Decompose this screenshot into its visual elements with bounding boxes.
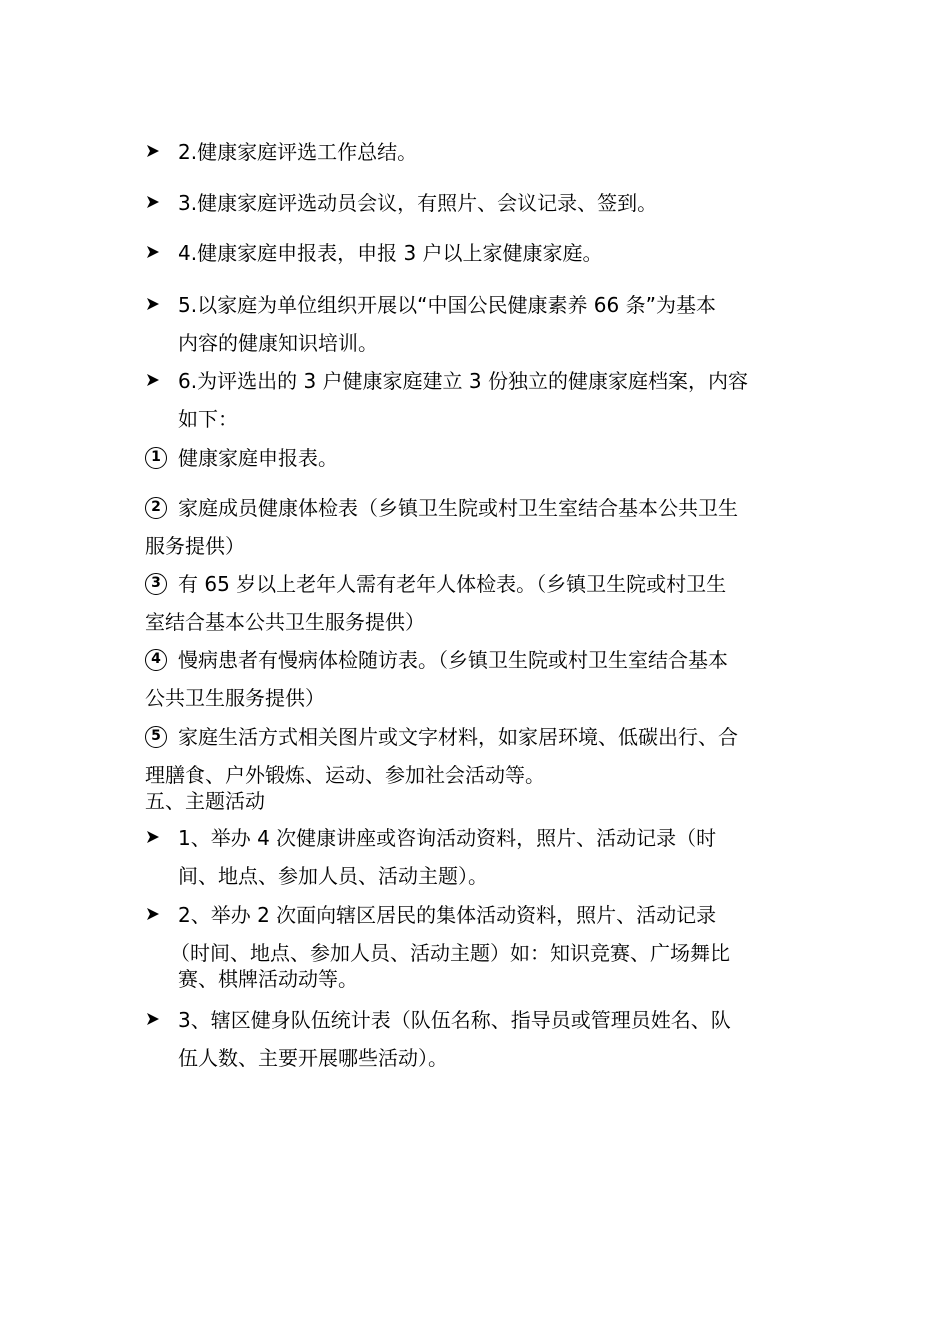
circled-number: 5	[145, 726, 167, 748]
activity-text: 1、举办 4 次健康讲座或咨询活动资料，照片、活动记录（时	[178, 826, 717, 850]
list-item-text: 4.健康家庭申报表，申报 3 户以上家健康家庭。	[178, 241, 603, 265]
circled-number: 2	[145, 497, 167, 519]
activity-text: 3、辖区健身队伍统计表（队伍名称、指导员或管理员姓名、队	[178, 1008, 731, 1032]
activity-text-cont: 伍人数、主要开展哪些活动）。	[178, 1046, 448, 1070]
list-item-text: 3.健康家庭评选动员会议，有照片、会议记录、签到。	[178, 191, 658, 215]
subitem-text: 慢病患者有慢病体检随访表。（乡镇卫生院或村卫生室结合基本	[178, 648, 728, 672]
list-item-text: 6.为评选出的 3 户健康家庭建立 3 份独立的健康家庭档案，内容	[178, 369, 748, 393]
arrow-bullet-icon	[145, 1011, 161, 1027]
subitem-text-cont: 服务提供）	[145, 534, 245, 558]
subitem-text: 健康家庭申报表。	[178, 446, 338, 470]
circled-number: 3	[145, 573, 167, 595]
arrow-bullet-icon	[145, 906, 161, 922]
arrow-bullet-icon	[145, 372, 161, 388]
list-item-text: 5.以家庭为单位组织开展以“中国公民健康素养 66 条”为基本	[178, 293, 716, 317]
list-item-text-cont: 如下：	[178, 407, 238, 431]
circled-number: 4	[145, 649, 167, 671]
subitem-text-cont: 室结合基本公共卫生服务提供）	[145, 610, 425, 634]
arrow-bullet-icon	[145, 244, 161, 260]
arrow-bullet-icon	[145, 829, 161, 845]
subitem-text: 家庭生活方式相关图片或文字材料，如家居环境、低碳出行、合	[178, 725, 738, 749]
activity-text-cont: 赛、棋牌活动动等。	[178, 967, 358, 991]
arrow-bullet-icon	[145, 194, 161, 210]
activity-text-cont: 间、地点、参加人员、活动主题）。	[178, 864, 488, 888]
activity-text: 2、举办 2 次面向辖区居民的集体活动资料，照片、活动记录	[178, 903, 717, 927]
subitem-text-cont: 公共卫生服务提供）	[145, 686, 325, 710]
list-item-text: 2.健康家庭评选工作总结。	[178, 140, 418, 164]
section-heading: 五、主题活动	[145, 789, 265, 813]
subitem-text: 家庭成员健康体检表（乡镇卫生院或村卫生室结合基本公共卫生	[178, 496, 738, 520]
list-item-text-cont: 内容的健康知识培训。	[178, 331, 378, 355]
circled-number: 1	[145, 447, 167, 469]
subitem-text-cont: 理膳食、户外锻炼、运动、参加社会活动等。	[145, 763, 545, 787]
arrow-bullet-icon	[145, 296, 161, 312]
activity-text-cont: （时间、地点、参加人员、活动主题）如：知识竞赛、广场舞比	[170, 941, 730, 965]
subitem-text: 有 65 岁以上老年人需有老年人体检表。（乡镇卫生院或村卫生	[178, 572, 727, 596]
arrow-bullet-icon	[145, 143, 161, 159]
